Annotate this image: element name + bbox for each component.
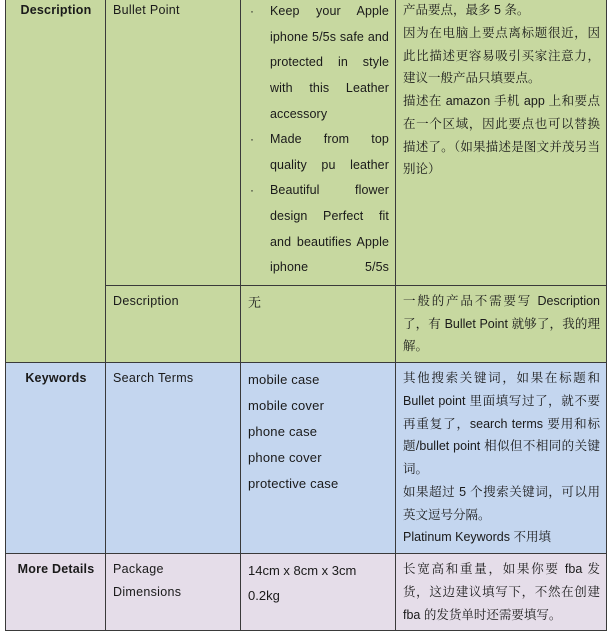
bullet-marker-icon: ·: [250, 132, 255, 147]
field-label: Description: [113, 293, 179, 308]
list-item: mobile cover: [248, 398, 325, 414]
category-label: Description: [20, 3, 92, 17]
list-item: [248, 178, 389, 281]
value-text: 无: [248, 294, 262, 310]
list-item: [248, 0, 389, 127]
list-item: phone cover: [248, 450, 322, 466]
bullet-text-1: Keep your Apple iphone 5/5s safe and protected in style with this Leather accessory: [270, 4, 389, 121]
amazon-listing-table: [5, 0, 607, 631]
note-paragraph: 因为在电脑上要点离标题很近，因此比描述更容易吸引买家注意力，建议一般产品只填要点。: [403, 25, 600, 86]
row-category-description: [6, 0, 106, 363]
value-text-weight: 0.2kg: [248, 588, 280, 604]
value-search-terms: [241, 363, 396, 554]
value-text-dimensions: 14cm x 8cm x 3cm: [248, 563, 357, 579]
note-keywords: [396, 363, 607, 554]
field-name-search-terms: [106, 363, 241, 554]
bullet-text-2: Made from top quality pu leather: [270, 132, 389, 172]
list-item: [248, 127, 389, 178]
field-name-description: [106, 285, 241, 362]
category-label: Keywords: [25, 371, 87, 386]
bullet-list: [248, 0, 389, 281]
list-item: protective case: [248, 476, 339, 492]
field-label: Search Terms: [113, 371, 194, 386]
list-item: phone case: [248, 424, 318, 440]
note-paragraph: 一般的产品不需要写 Description 了，有 Bullet Point 就够了，我的理解。: [403, 293, 600, 354]
bullet-text-3: Beautiful flower design Perfect fit and beautifies Apple iphone 5/5s: [270, 183, 389, 275]
note-paragraph: Platinum Keywords 不用填: [403, 530, 551, 545]
field-label: Bullet Point: [113, 3, 180, 17]
note-more-details: [396, 554, 607, 631]
field-name-package-dimensions: [106, 554, 241, 631]
note-paragraph: 产品要点，最多 5 条。: [403, 3, 530, 17]
value-bullet-point-list: [241, 0, 396, 285]
value-package-dimensions: [241, 554, 396, 631]
note-paragraph: 其他搜索关键词，如果在标题和 Bullet point 里面填写过了，就不要再重复了，search terms 要用和标题/bullet point 相似但不相同的关键词。: [403, 371, 600, 477]
note-paragraph: 长宽高和重量，如果你要 fba 发货，这边建议填写下，不然在创建 fba 的发货单时还需要填写。: [403, 562, 600, 622]
bullet-marker-icon: ·: [250, 183, 255, 198]
value-description: [241, 285, 396, 362]
bullet-marker-icon: ·: [250, 4, 255, 18]
table-row: [6, 363, 607, 554]
field-name-bullet-point: [106, 0, 241, 285]
table-row: [6, 0, 607, 285]
row-category-more-details: [6, 554, 106, 631]
note-paragraph: 描述在 amazon 手机 app 上和要点在一个区域，因此要点也可以替换描述了。（如果描述是图文并茂另当别论）: [403, 94, 600, 177]
list-item: mobile case: [248, 372, 320, 388]
field-label: Package Dimensions: [113, 562, 182, 599]
table-row: [6, 554, 607, 631]
note-bullet-point: [396, 0, 607, 285]
row-category-keywords: [6, 363, 106, 554]
note-paragraph: 如果超过 5 个搜索关键词，可以用英文逗号分隔。: [403, 484, 600, 522]
note-description: [396, 285, 607, 362]
category-label: More Details: [17, 562, 95, 577]
